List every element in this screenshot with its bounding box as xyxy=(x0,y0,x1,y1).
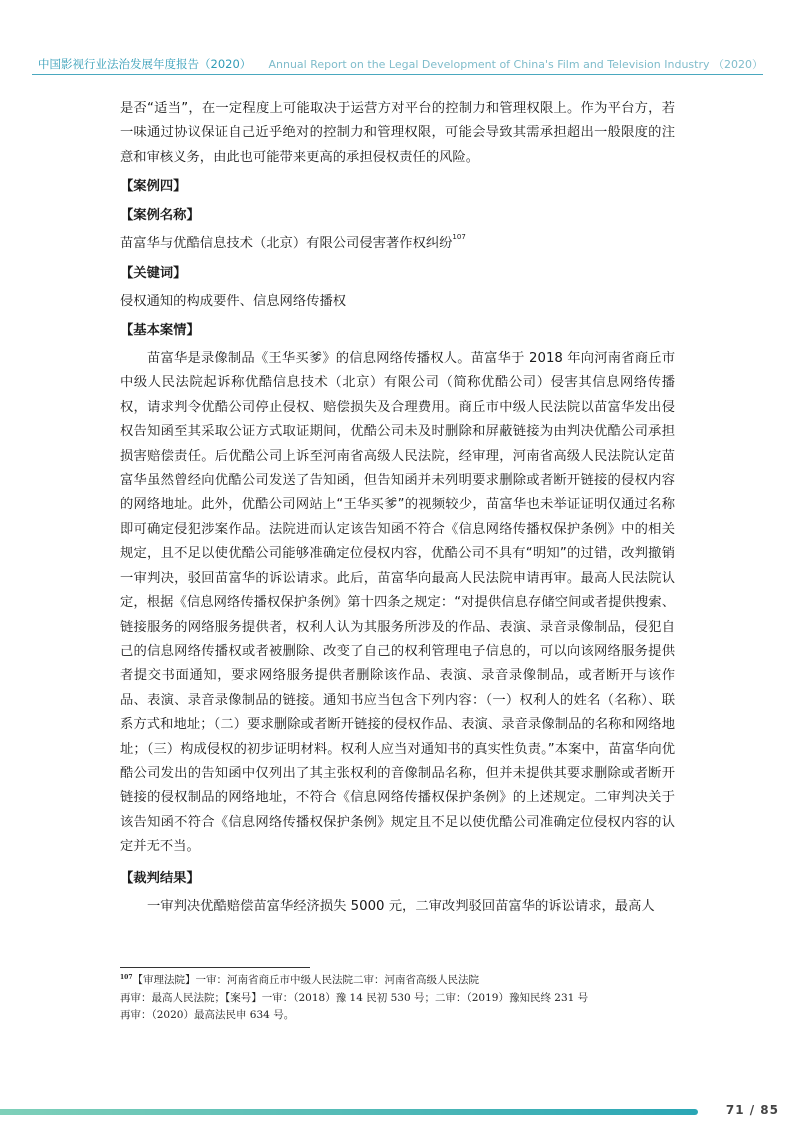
facts-paragraph: 苗富华是录像制品《王华买爹》的信息网络传播权人。苗富华于 2018 年向河南省商丘市中级人民法院起诉称优酷信息技术（北京）有限公司（简称优酷公司）侵害其信息网络传播权，请求判令优酷公司停止侵权、赔偿损失及合理费用。商丘市中级人民法院以苗富华发出侵权告知函至其采取公证方式取证期间，优酷公司未及时删除和屏蔽链接为由判决优酷公司承担损害赔偿责任。后优酷公司上诉至河南省高级人民法院，经审理，河南省高级人民法院认定苗富华虽然曾经向优酷公司发送了告知函，但告知函并未列明要求删除或者断开链接的侵权内容的网络地址。此外，优酷公司网站上“王华买爹”的视频较少，苗富华也未举证证明仅通过名称即可确定侵犯涉案作品。法院进而认定该告知函不符合《信息网络传播权保护条例》中的相关规定，且不足以使优酷公司能够准确定位侵权内容，优酷公司不具有“明知”的过错，改判撤销一审判决，驳回苗富华的诉讼请求。此后，苗富华向最高人民法院申请再审。最高人民法院认定，根据《信息网络传播权保护条例》第十四条之规定：“对提供信息存储空间或者提供搜索、链接服务的网络服务提供者，权利人认为其服务所涉及的作品、表演、录音录像制品，侵犯自己的信息网络传播权或者被删除、改变了自己的权利管理电子信息的，可以向该网络服务提供者提交书面通知，要求网络服务提供者删除该作品、表演、录音录像制品，或者断开与该作品、表演、录音录像制品的链接。通知书应当包含下列内容：（一）权利人的姓名（名称）、联系方式和地址；（二）要求删除或者断开链接的侵权作品、表演、录音录像制品的名称和网络地址；（三）构成侵权的初步证明材料。权利人应当对通知书的真实性负责。”本案中，苗富华向优酷公司发出的告知函中仅列出了其主张权利的音像制品名称，但并未提供其要求删除或者断开链接的侵权制品的网络地址，不符合《信息网络传播权保护条例》的上述规定。二审判决关于该告知函不符合《信息网络传播权保护条例》规定且不足以使优酷公司准确定位侵权内容的认定并无不当。 xyxy=(120,351,675,855)
keywords-heading: 【关键词】 xyxy=(120,265,187,281)
case-name-text: 苗富华与优酷信息技术（北京）有限公司侵害著作权纠纷 xyxy=(120,236,453,252)
judgment-paragraph: 一审判决优酷赔偿苗富华经济损失 5000 元，二审改判驳回苗富华的诉讼请求，最高人 xyxy=(147,898,655,914)
footnote xyxy=(120,972,690,1025)
footnote-ref[interactable]: 107 xyxy=(452,233,466,242)
footnote-line-1 xyxy=(120,972,690,990)
intro-paragraph: 是否“适当”，在一定程度上可能取决于运营方对平台的控制力和管理权限上。作为平台方，若一味通过协议保证自己近乎绝对的控制力和管理权限，可能会导致其需承担超出一般限度的注意和审核义务，由此也可能带来更高的承担侵权责任的风险。 xyxy=(120,101,675,165)
facts-heading: 【基本案情】 xyxy=(120,323,200,339)
running-header xyxy=(32,54,763,75)
keywords-text: 侵权通知的构成要件、信息网络传播权 xyxy=(120,293,347,309)
header-title-cn: 中国影视行业法治发展年度报告（2020） xyxy=(38,57,252,71)
footer-accent-bar xyxy=(0,1109,698,1115)
page-number: 71 / 85 xyxy=(725,1103,779,1117)
footnote-court-text: 【审理法院】一审：河南省商丘市中级人民法院二审：河南省高级人民法院 xyxy=(132,974,480,986)
case-name xyxy=(120,232,675,256)
page-body xyxy=(120,97,675,919)
footnote-divider xyxy=(120,967,310,968)
footnote-line-2: 再审：最高人民法院；【案号】一审：（2018）豫 14 民初 530 号；二审：（2019）豫知民终 231 号 xyxy=(120,991,589,1004)
page-footer xyxy=(0,1100,793,1122)
footnote-line-3: 再审：（2020）最高法民申 634 号。 xyxy=(120,1009,295,1021)
case-number-heading: 【案例四】 xyxy=(120,179,187,195)
judgment-heading: 【裁判结果】 xyxy=(120,870,200,886)
header-title-en: Annual Report on the Legal Development of China's Film and Television Industry （2020） xyxy=(268,58,763,71)
case-name-heading: 【案例名称】 xyxy=(120,208,200,224)
footnote-marker: 107 xyxy=(120,974,133,981)
